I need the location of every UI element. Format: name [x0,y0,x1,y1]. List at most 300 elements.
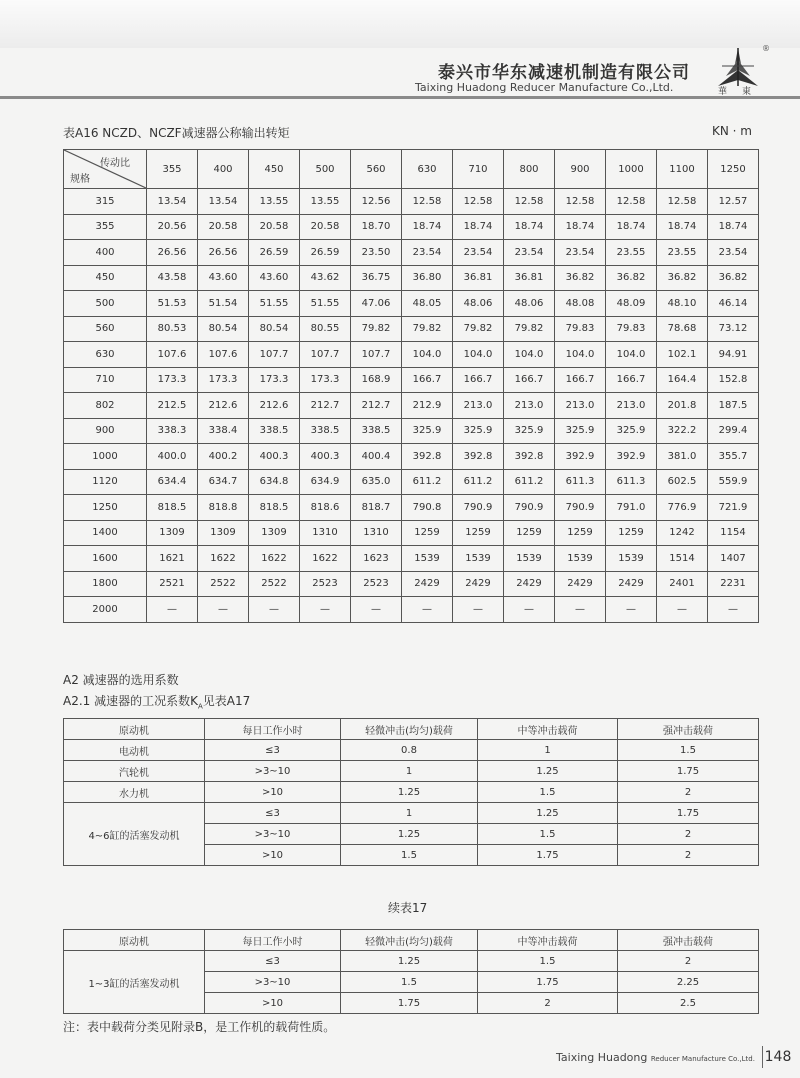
table-a16-cell: 2429 [606,571,657,597]
subtitle-subscript: A [197,702,203,711]
table-a16-cell: 80.54 [198,316,249,342]
table-a16-cell: 104.0 [453,342,504,368]
table-a17-cont-cell: >10 [205,993,341,1014]
table-a16-row-label: 1400 [64,520,147,546]
table-a16-cell: 392.9 [606,444,657,470]
table-a16-cell: 1310 [300,520,351,546]
table-a16-cell: — [351,597,402,623]
table-a16-cell: 790.9 [504,495,555,521]
table-a16-cell: 634.7 [198,469,249,495]
table-a17-mover-cell: 电动机 [64,740,205,761]
section-a2-title: A2 减速器的选用系数 [63,673,179,687]
table-a16-cell: 1539 [555,546,606,572]
table-a16-cell: 392.9 [555,444,606,470]
table-a16-cell: 20.58 [300,214,351,240]
table-a16-cell: — [402,597,453,623]
table-a16-cell: 73.12 [708,316,759,342]
table-a16-cell: 79.83 [606,316,657,342]
table-a16-cell: 818.8 [198,495,249,521]
table-a16-cell: 152.8 [708,367,759,393]
table-a16-cell: 20.58 [198,214,249,240]
table-a16-cell: 166.7 [504,367,555,393]
table-a16-cell: 12.58 [504,189,555,215]
table-a16-cell: 107.6 [147,342,198,368]
table-a16-cell: 23.55 [657,240,708,266]
table-a16-cell: — [300,597,351,623]
table-a16-cell: 818.7 [351,495,402,521]
table-a16-cell: — [147,597,198,623]
table-a16-cell: 18.70 [351,214,402,240]
table-row [64,951,759,972]
subtitle-suffix: 见表A17 [202,694,251,708]
logo-char-left: 華 [718,87,728,97]
table-a16-caption: 表A16 NCZD、NCZF减速器公称输出转矩 [63,126,290,140]
table-a17-cont-col-header: 中等冲击载荷 [478,930,618,951]
table-a16-cell: 80.54 [249,316,300,342]
table-a16-cell: 79.82 [504,316,555,342]
table-a16-cell: 13.55 [249,189,300,215]
table-a17-cell: >10 [205,782,341,803]
table-a16-cell: 107.7 [300,342,351,368]
table-a16-cell: 13.54 [198,189,249,215]
table-a17-cell: 1.5 [478,824,618,845]
table-row [64,597,759,623]
table-a17-cell: 1.25 [341,824,478,845]
table-a16-cell: 2523 [300,571,351,597]
table-a17-header-row [64,719,759,740]
table-a16-cell: 80.53 [147,316,198,342]
table-a16-cell: 400.0 [147,444,198,470]
table-a16-cell: 790.9 [555,495,606,521]
table-a16-cell: 213.0 [504,393,555,419]
table-a16-cell: 213.0 [453,393,504,419]
table-a16-cell: — [606,597,657,623]
table-a16-cell: 36.82 [657,265,708,291]
table-a16-cell: 355.7 [708,444,759,470]
table-a16-cell: 23.54 [555,240,606,266]
table-a17-col-header: 轻微冲击(均匀)载荷 [341,719,478,740]
table-row [64,342,759,368]
table-a17-cont-cell: 2.5 [618,993,759,1014]
table-a16-cell: 1407 [708,546,759,572]
table-a16-cell: 325.9 [606,418,657,444]
table-a16-cell: 212.6 [249,393,300,419]
table-a17-cell: 1.5 [478,782,618,803]
table-a17-cell: >3~10 [205,761,341,782]
table-a16-cell: — [504,597,555,623]
table-a16-cell: 2401 [657,571,708,597]
table-a16-cell: 2523 [351,571,402,597]
table-a17-cont-col-header: 每日工作小时 [205,930,341,951]
table-a17-mover-cell: 4~6缸的活塞发动机 [64,803,205,866]
table-row [64,782,759,803]
table-a16-cell: 1623 [351,546,402,572]
table-row [64,469,759,495]
table-a17-cont-col-header: 强冲击载荷 [618,930,759,951]
table-a17-cell: 2 [618,845,759,866]
table-a16-row-label: 1000 [64,444,147,470]
table-a16-cell: 325.9 [402,418,453,444]
table-a16-cell: 790.8 [402,495,453,521]
table-a17-cell: 1 [478,740,618,761]
table-a16-cell: 818.5 [249,495,300,521]
footnote: 注：表中载荷分类见附录B，是工作机的载荷性质。 [63,1020,336,1034]
table-a16-cell: 173.3 [147,367,198,393]
table-a16-cell: 26.56 [198,240,249,266]
table-a16-cell: 400.3 [249,444,300,470]
table-a16-cell: 1259 [504,520,555,546]
table-a16-cell: 173.3 [249,367,300,393]
table-a16-cell: 43.58 [147,265,198,291]
table-a17-cont-col-header: 原动机 [64,930,205,951]
table-a16-cell: 36.82 [606,265,657,291]
table-row [64,803,759,824]
table-a17-cont-header-row [64,930,759,951]
table-a16-cell: 2231 [708,571,759,597]
table-a16-cell: 18.74 [657,214,708,240]
table-a16-cell: 102.1 [657,342,708,368]
table-row [64,240,759,266]
table-a16-row-label: 710 [64,367,147,393]
company-name-cn: 泰兴市华东减速机制造有限公司 [438,63,690,83]
table-a17-continued [63,929,759,1014]
table-a16-cell: 94.91 [708,342,759,368]
table-a16-cell: 611.3 [606,469,657,495]
table-a17-cont-mover-cell: 1~3缸的活塞发动机 [64,951,205,1014]
table-a16-cell: 1259 [606,520,657,546]
table-a16-cell: 12.58 [453,189,504,215]
table-row [64,291,759,317]
table-a17-cont-cell: 1.5 [478,951,618,972]
table-a16-cell: — [657,597,708,623]
table-a16-cell: 20.56 [147,214,198,240]
table-row [64,546,759,572]
table-a16-cell: 790.9 [453,495,504,521]
table-a17-cell: 1.75 [618,761,759,782]
table-a17-cell: 2 [618,824,759,845]
table-a17-cell: 1.25 [478,761,618,782]
table-a16-cell: 20.58 [249,214,300,240]
table-row [64,189,759,215]
table-a16-cell: 51.55 [300,291,351,317]
table-a16-cell: 776.9 [657,495,708,521]
table-a16-cell: 611.2 [402,469,453,495]
table-a16-cell: 559.9 [708,469,759,495]
header-band [0,0,800,48]
table-a16-row-label: 560 [64,316,147,342]
table-a16-cell: 338.3 [147,418,198,444]
company-name-en: Taixing Huadong Reducer Manufacture Co.,Ltd. [415,81,674,94]
table-a16-cell: 1539 [606,546,657,572]
table-a16-cell: — [453,597,504,623]
table-a16-cell: 26.59 [249,240,300,266]
table-a16-cell: 634.8 [249,469,300,495]
table-a16-cell: 2522 [249,571,300,597]
table-a16-cell: 164.4 [657,367,708,393]
table-a16-header-row [64,150,759,189]
table-a16-cell: — [198,597,249,623]
table-a17-cont-cell: 2 [618,951,759,972]
table-a16-cell: 1154 [708,520,759,546]
table-a16-cell: 23.54 [504,240,555,266]
table-a17-col-header: 强冲击载荷 [618,719,759,740]
table-a17-cell: 1 [341,761,478,782]
corner-size-label: 规格 [70,174,90,185]
table-a16-cell: 26.59 [300,240,351,266]
table-a16-cell: 48.08 [555,291,606,317]
table-a16-cell: 2429 [453,571,504,597]
table-a16-cell: 166.7 [555,367,606,393]
table-a16-cell: 1259 [555,520,606,546]
table-a16-cell: 48.06 [453,291,504,317]
table-a16-cell: 325.9 [555,418,606,444]
table-a16-cell: 23.55 [606,240,657,266]
table-a17-cell: 1.25 [341,782,478,803]
table-a16-cell: 1242 [657,520,708,546]
table-a16-row-label: 450 [64,265,147,291]
table-row [64,571,759,597]
table-a16-cell: 2429 [555,571,606,597]
table-a17-cont-cell: 2.25 [618,972,759,993]
table-a16-cell: 51.53 [147,291,198,317]
table-a16-cell: 325.9 [504,418,555,444]
table-a16-cell: 1622 [198,546,249,572]
table-a16-cell: 166.7 [606,367,657,393]
table-a17 [63,718,759,866]
table-row [64,520,759,546]
table-a16-col-header: 1250 [708,150,759,189]
table-a16-cell: 392.8 [453,444,504,470]
table-a16-col-header: 355 [147,150,198,189]
table-a16-cell: 104.0 [402,342,453,368]
table-a16-cell: — [555,597,606,623]
table-row [64,761,759,782]
table-a16-cell: 381.0 [657,444,708,470]
table-a16-cell: 13.55 [300,189,351,215]
table-a16-cell: 43.60 [198,265,249,291]
table-a17-cont-cell: ≤3 [205,951,341,972]
table-a16-cell: 12.58 [657,189,708,215]
table-a16-cell: 23.54 [402,240,453,266]
table-a16-unit: KN · m [712,124,752,138]
table-row [64,418,759,444]
table-a16-cell: 400.3 [300,444,351,470]
table-a16-cell: 2522 [198,571,249,597]
table-a17-cell: >10 [205,845,341,866]
page-number: 148 [762,1046,793,1068]
table-a16-cell: 611.3 [555,469,606,495]
table-a16-cell: 51.55 [249,291,300,317]
table-a16-cell: 18.74 [708,214,759,240]
table-a16-col-header: 630 [402,150,453,189]
table-a16-cell: 818.5 [147,495,198,521]
table-a16-cell: 46.14 [708,291,759,317]
table-a16-col-header: 710 [453,150,504,189]
table-a16-cell: 634.4 [147,469,198,495]
table-a16-cell: 12.58 [402,189,453,215]
table-row [64,444,759,470]
table-a16-col-header: 500 [300,150,351,189]
table-a16-corner-cell [64,150,147,189]
table-a16-cell: 634.9 [300,469,351,495]
table-a16-cell: 79.82 [402,316,453,342]
table-a17-cell: 1 [341,803,478,824]
table-a16-cell: 107.6 [198,342,249,368]
table-a16-row-label: 1600 [64,546,147,572]
table-a16-cell: 721.9 [708,495,759,521]
table-row [64,367,759,393]
table-a16-cell: 611.2 [453,469,504,495]
table-a16-cell: 13.54 [147,189,198,215]
table-a16-row-label: 355 [64,214,147,240]
table-a17-cell: 1.5 [341,845,478,866]
table-a16-cell: 212.7 [300,393,351,419]
table-a16-row-label: 1250 [64,495,147,521]
table-a16-cell: 107.7 [249,342,300,368]
table-row [64,495,759,521]
table-a16-cell: 325.9 [453,418,504,444]
table-a16-cell: 1514 [657,546,708,572]
table-a16-row-label: 500 [64,291,147,317]
corner-ratio-label: 传动比 [100,158,130,169]
table-a16-cell: 18.74 [606,214,657,240]
footer-brand-main: Taixing Huadong [556,1051,648,1064]
table-a16-cell: 611.2 [504,469,555,495]
table-a16-cell: 400.4 [351,444,402,470]
table-a16-cell: 213.0 [555,393,606,419]
table-a16-cell: 47.06 [351,291,402,317]
table-a16-row-label: 802 [64,393,147,419]
table-a16-cell: 104.0 [504,342,555,368]
table-a16-cell: — [708,597,759,623]
table-a16-cell: 104.0 [555,342,606,368]
table-row [64,393,759,419]
table-a16-cell: 2521 [147,571,198,597]
table-a17-cont-cell: 2 [478,993,618,1014]
table-a16-cell: 80.55 [300,316,351,342]
table-a16-cell: 1310 [351,520,402,546]
table-a17-cont-title: 续表17 [388,901,428,915]
table-a17-cell: >3~10 [205,824,341,845]
table-a16-row-label: 315 [64,189,147,215]
table-a16-cell: 78.68 [657,316,708,342]
table-a16-cell: 818.6 [300,495,351,521]
table-a16-cell: 1259 [453,520,504,546]
table-a16-cell: 107.7 [351,342,402,368]
footer-brand [556,1051,755,1064]
table-a16-cell: 26.56 [147,240,198,266]
table-a16-cell: 43.60 [249,265,300,291]
table-a16-cell: 1309 [147,520,198,546]
table-a16-cell: 1539 [504,546,555,572]
table-a17-cell: ≤3 [205,740,341,761]
table-a16-cell: 36.81 [504,265,555,291]
table-a16-cell: 299.4 [708,418,759,444]
table-a16-cell: — [249,597,300,623]
table-a16-cell: 212.6 [198,393,249,419]
table-a17-cell: 1.25 [478,803,618,824]
table-a16-cell: 338.4 [198,418,249,444]
table-a16-cell: 43.62 [300,265,351,291]
table-a17-col-header: 每日工作小时 [205,719,341,740]
table-a16-cell: 166.7 [453,367,504,393]
table-a16-cell: 12.56 [351,189,402,215]
table-a16-cell: 79.83 [555,316,606,342]
table-a16-cell: 12.58 [555,189,606,215]
table-a16-cell: 23.50 [351,240,402,266]
table-row [64,265,759,291]
table-a16-cell: 36.75 [351,265,402,291]
subtitle-prefix: A2.1 减速器的工况系数K [63,694,198,708]
table-a16-cell: 1621 [147,546,198,572]
table-a16-cell: 400.2 [198,444,249,470]
table-a16-cell: 36.81 [453,265,504,291]
table-a16-cell: 392.8 [402,444,453,470]
table-a17-mover-cell: 水力机 [64,782,205,803]
table-a16-cell: 212.9 [402,393,453,419]
registered-mark: ® [762,44,770,53]
table-a16-cell: 48.09 [606,291,657,317]
table-a16-cell: 18.74 [402,214,453,240]
table-a16-cell: 48.10 [657,291,708,317]
table-a16-cell: 1622 [249,546,300,572]
table-row [64,740,759,761]
table-a16-cell: 1309 [198,520,249,546]
table-a16-row-label: 400 [64,240,147,266]
header-divider [0,96,800,99]
table-a16-cell: 12.57 [708,189,759,215]
table-a16-row-label: 630 [64,342,147,368]
table-a16-col-header: 900 [555,150,606,189]
logo-char-right: 東 [742,87,752,97]
table-a17-cont-cell: >3~10 [205,972,341,993]
table-a16-cell: 1259 [402,520,453,546]
table-a16-cell: 201.8 [657,393,708,419]
table-a16-cell: 187.5 [708,393,759,419]
table-a16-col-header: 1100 [657,150,708,189]
table-row [64,316,759,342]
table-a16-cell: 2429 [504,571,555,597]
table-a16-col-header: 1000 [606,150,657,189]
table-a16-col-header: 450 [249,150,300,189]
table-a16-cell: 23.54 [453,240,504,266]
table-a16-cell: 104.0 [606,342,657,368]
table-a16-cell: 392.8 [504,444,555,470]
table-a17-cell: 1.5 [618,740,759,761]
table-a17-cont-cell: 1.25 [341,951,478,972]
table-a16-col-header: 560 [351,150,402,189]
table-a16 [63,149,759,623]
table-a16-cell: 36.82 [555,265,606,291]
table-a16-cell: 48.06 [504,291,555,317]
table-a16-cell: 338.5 [300,418,351,444]
table-a16-cell: 2429 [402,571,453,597]
table-a17-col-header: 原动机 [64,719,205,740]
table-a17-cell: 2 [618,782,759,803]
table-a17-cell: 1.75 [618,803,759,824]
table-a16-cell: 212.5 [147,393,198,419]
table-a16-row-label: 2000 [64,597,147,623]
table-a16-cell: 166.7 [402,367,453,393]
table-a16-cell: 51.54 [198,291,249,317]
section-a2-1-title [63,692,250,710]
table-a16-cell: 12.58 [606,189,657,215]
table-a17-cont-col-header: 轻微冲击(均匀)载荷 [341,930,478,951]
table-a16-cell: 173.3 [300,367,351,393]
table-a16-cell: 213.0 [606,393,657,419]
table-a16-row-label: 900 [64,418,147,444]
table-a16-cell: 1622 [300,546,351,572]
